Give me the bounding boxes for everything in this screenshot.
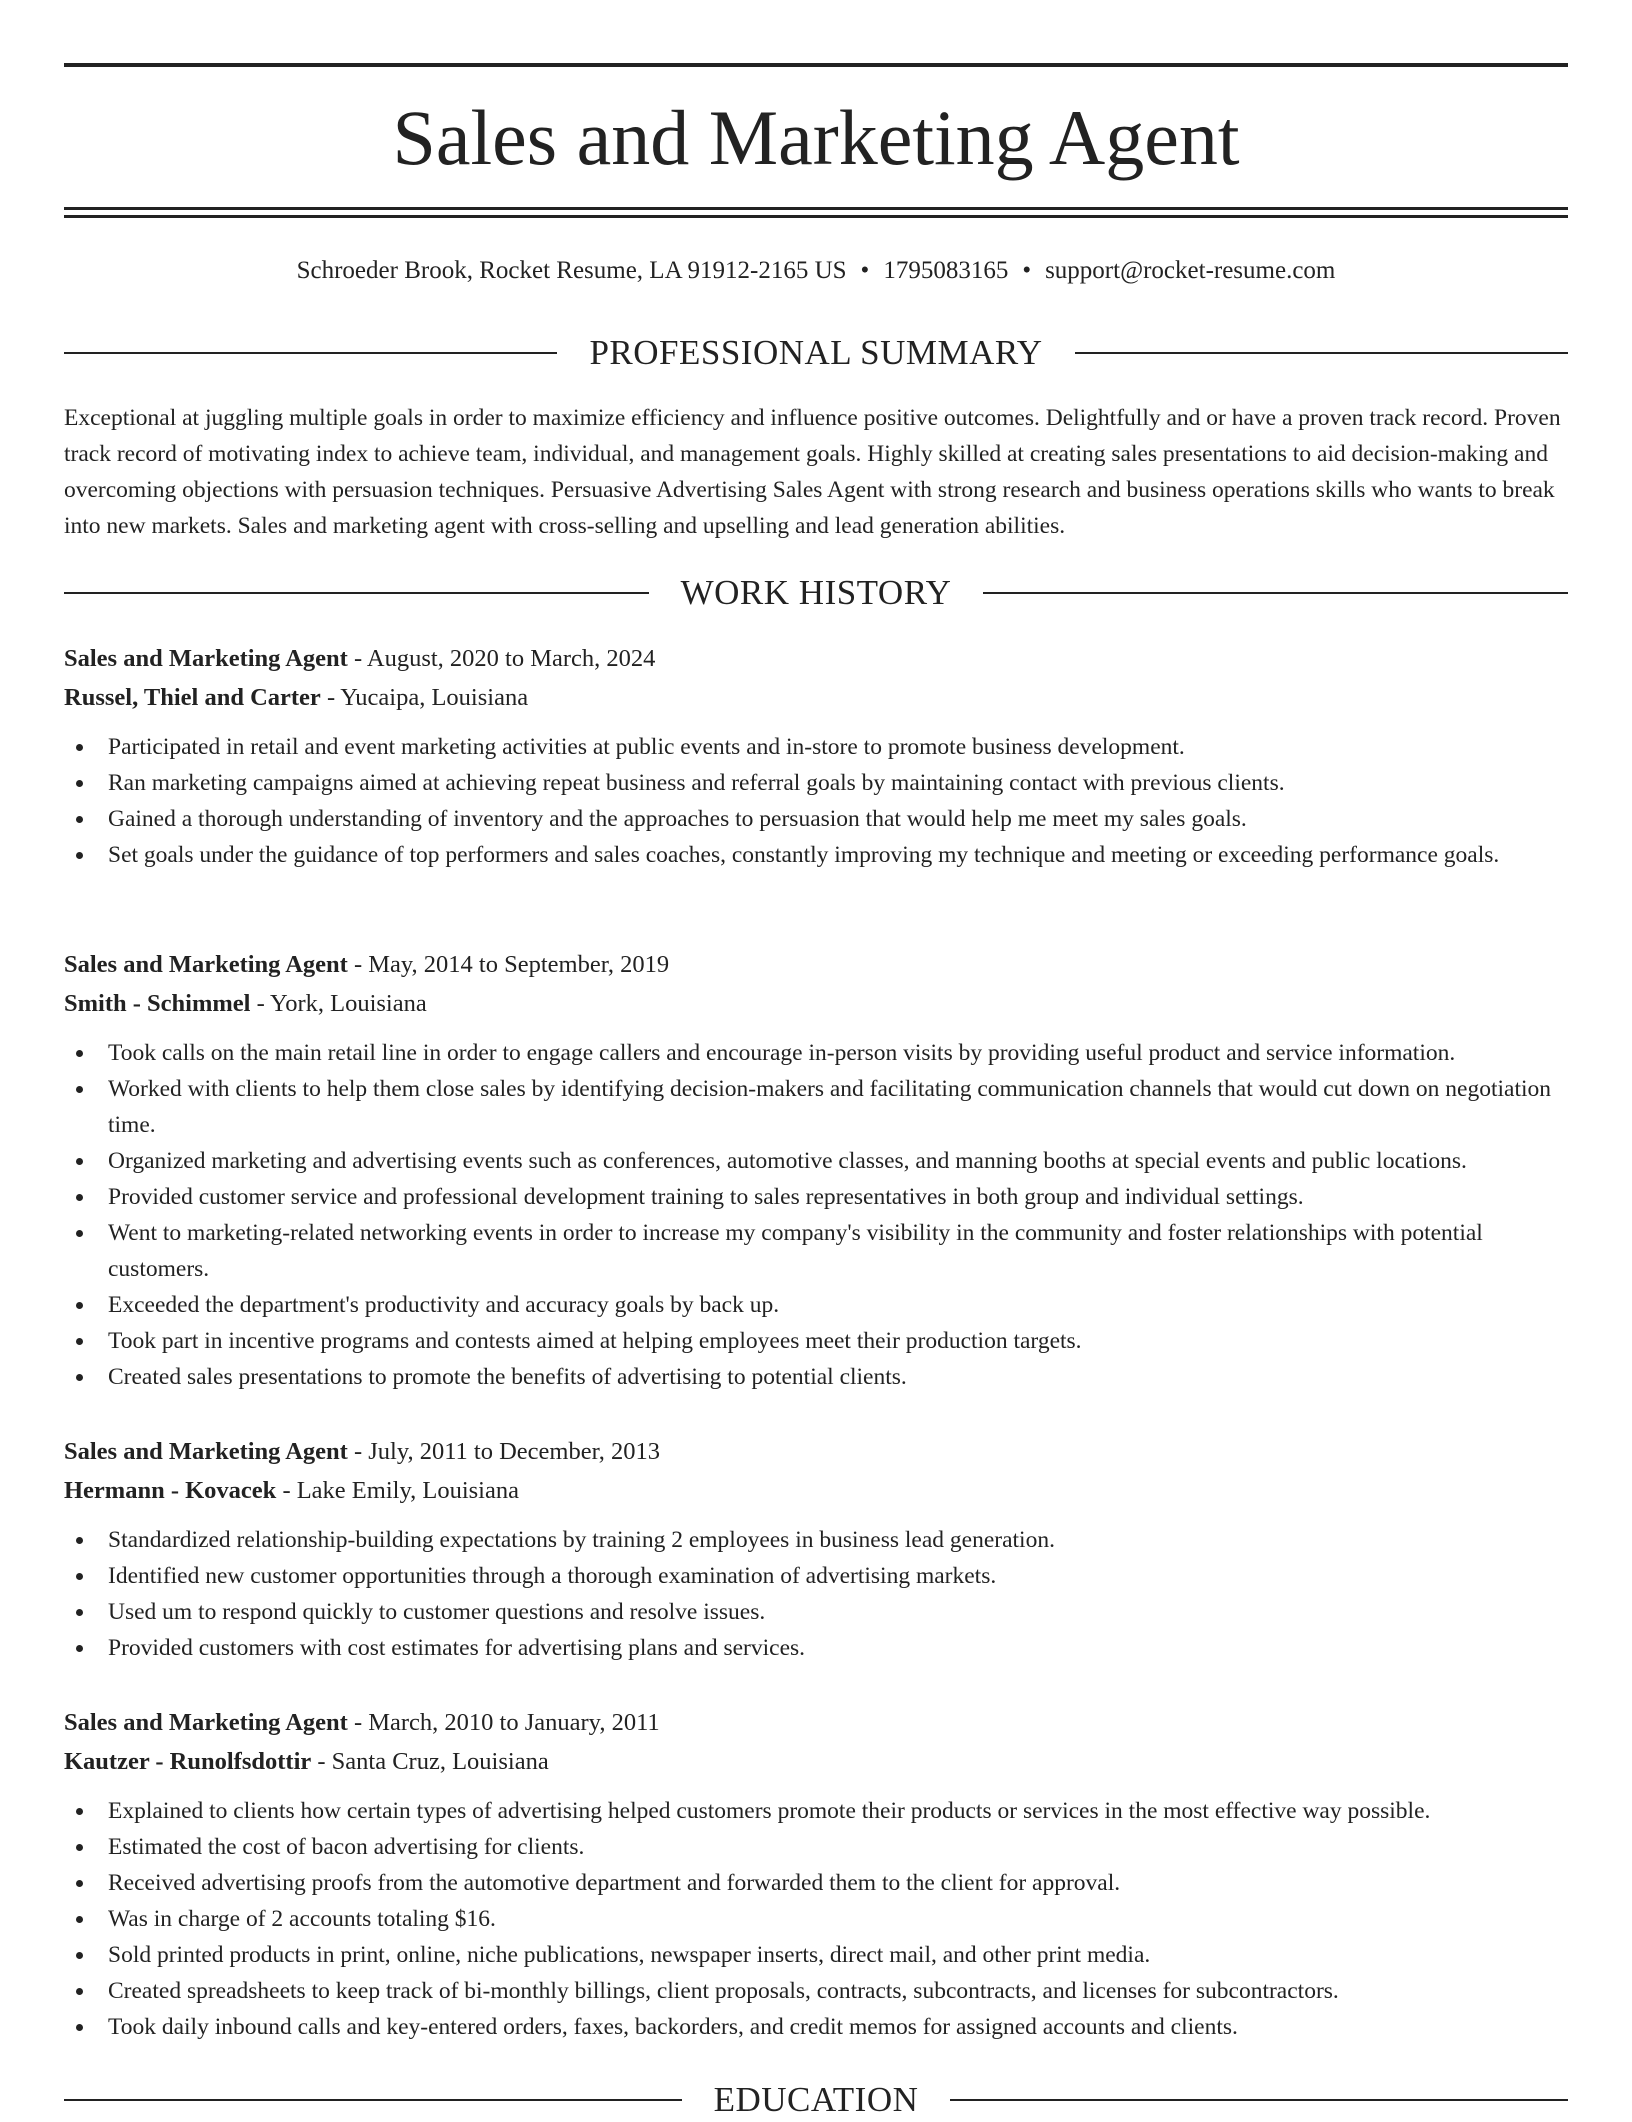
- bullet-text: Participated in retail and event marketing activities at public events and in-store to promote business development.: [108, 734, 1185, 760]
- bullet-text: Created spreadsheets to keep track of bi-monthly billings, client proposals, contracts, subcontracts, and licenses for subcontractors.: [108, 1978, 1339, 2004]
- bullet-text: Sold printed products in print, online, niche publications, newspaper inserts, direct mail, and other print media.: [108, 1942, 1151, 1968]
- bullet-dot: [76, 1988, 83, 1995]
- contact-separator: •: [860, 257, 870, 284]
- heading-rule-left: [64, 352, 557, 354]
- bullet-dot: [76, 1952, 83, 1959]
- bullet-dot: [76, 1844, 83, 1851]
- title-rule-upper: [64, 207, 1568, 210]
- job-bullet: [108, 1359, 1568, 1395]
- job-dates: - August, 2020 to March, 2024: [347, 645, 656, 672]
- bullet-text: Organized marketing and advertising events such as conferences, automotive classes, and manning booths at special events and public locations.: [108, 1148, 1467, 1174]
- job-title: Sales and Marketing Agent: [64, 951, 348, 978]
- bullet-text: Took calls on the main retail line in order to engage callers and encourage in-person visits by providing useful product and service information.: [108, 1040, 1456, 1066]
- job-bullet: [108, 765, 1568, 801]
- title-rule-lower: [64, 215, 1568, 218]
- bullet-text: Estimated the cost of bacon advertising for clients.: [108, 1834, 585, 1860]
- job-bullet: [108, 1829, 1568, 1865]
- bullet-text: Provided customer service and professional development training to sales representatives in both group and individual settings.: [108, 1184, 1304, 1210]
- job-bullet: [108, 1594, 1568, 1630]
- bullet-dot: [76, 1086, 83, 1093]
- section-heading-work-history: [64, 571, 1568, 615]
- job-title-line: [64, 640, 1568, 679]
- job-company: Russel, Thiel and Carter: [64, 683, 321, 711]
- job-company: Kautzer - Runolfsdottir: [64, 1747, 312, 1775]
- job-bullet: [108, 1793, 1568, 1829]
- bullet-text: Took part in incentive programs and contests aimed at helping employees meet their production targets.: [108, 1328, 1082, 1354]
- job-bullet: [108, 1973, 1568, 2009]
- bullet-dot: [76, 780, 83, 787]
- job-dates: - March, 2010 to January, 2011: [347, 1709, 660, 1736]
- bullet-dot: [76, 1916, 83, 1923]
- heading-rule-right: [983, 592, 1568, 594]
- heading-rule-right: [1075, 352, 1568, 354]
- contact-address: Schroeder Brook, Rocket Resume, LA 91912-2165 US: [296, 257, 847, 284]
- bullet-text: Created sales presentations to promote the benefits of advertising to potential clients.: [108, 1364, 907, 1390]
- job-company-line: [64, 679, 1568, 718]
- job-location: - Lake Emily, Louisiana: [276, 1476, 519, 1504]
- bullet-text: Was in charge of 2 accounts totaling $16.: [108, 1906, 496, 1932]
- job-title: Sales and Marketing Agent: [64, 1438, 348, 1465]
- job-bullet: [108, 1179, 1568, 1215]
- bullet-dot: [76, 1645, 83, 1652]
- bullet-text: Identified new customer opportunities through a thorough examination of advertising markets.: [108, 1563, 997, 1589]
- bullet-dot: [76, 1374, 83, 1381]
- section-title: WORK HISTORY: [680, 573, 952, 612]
- job-dates: - May, 2014 to September, 2019: [347, 951, 670, 978]
- job-company-line: [64, 985, 1568, 1024]
- job-location: - Santa Cruz, Louisiana: [311, 1747, 549, 1775]
- job-bullet-list: [64, 1035, 1568, 1395]
- bullet-dot: [76, 1230, 83, 1237]
- contact-email: support@rocket-resume.com: [1045, 257, 1336, 284]
- bullet-text: Received advertising proofs from the automotive department and forwarded them to the client for approval.: [108, 1870, 1121, 1896]
- job-location: - Yucaipa, Louisiana: [320, 683, 529, 711]
- bullet-dot: [76, 744, 83, 751]
- job-company: Smith - Schimmel: [64, 989, 251, 1017]
- job-bullet-list: [64, 729, 1568, 873]
- bullet-dot: [76, 1609, 83, 1616]
- job-bullet: [108, 1035, 1568, 1071]
- job-title-line: [64, 1704, 1568, 1743]
- job-bullet: [108, 1558, 1568, 1594]
- bullet-dot: [76, 1880, 83, 1887]
- section-heading-summary: [64, 331, 1568, 375]
- job-entry: [64, 640, 1568, 873]
- job-bullet: [108, 1323, 1568, 1359]
- bullet-dot: [76, 1050, 83, 1057]
- job-title: Sales and Marketing Agent: [64, 645, 348, 672]
- job-location: - York, Louisiana: [250, 989, 427, 1017]
- bullet-dot: [76, 1158, 83, 1165]
- bullet-dot: [76, 1573, 83, 1580]
- job-bullet: [108, 801, 1568, 837]
- bullet-text: Took daily inbound calls and key-entered orders, faxes, backorders, and credit memos for assigned accounts and clients.: [108, 2014, 1238, 2040]
- job-bullet: [108, 1522, 1568, 1558]
- bullet-dot: [76, 2024, 83, 2031]
- job-bullet: [108, 1901, 1568, 1937]
- section-title: EDUCATION: [713, 2080, 919, 2119]
- bullet-text: Explained to clients how certain types of advertising helped customers promote their products or services in the most effective way possible.: [108, 1798, 1431, 1824]
- job-bullet-list: [64, 1793, 1568, 2045]
- job-bullet: [108, 1937, 1568, 1973]
- job-company: Hermann - Kovacek: [64, 1476, 277, 1504]
- bullet-dot: [76, 816, 83, 823]
- bullet-text: Exceeded the department's productivity and accuracy goals by back up.: [108, 1292, 780, 1318]
- section-heading-education: [64, 2078, 1568, 2122]
- bullet-dot: [76, 1302, 83, 1309]
- section-title: PROFESSIONAL SUMMARY: [589, 333, 1043, 372]
- bullet-text: Set goals under the guidance of top performers and sales coaches, constantly improving my technique and meeting or exceeding performance goals.: [108, 842, 1500, 868]
- job-bullet: [108, 1215, 1568, 1287]
- bullet-text: Provided customers with cost estimates for advertising plans and services.: [108, 1635, 806, 1661]
- heading-rule-right: [950, 2099, 1568, 2101]
- job-entry: [64, 946, 1568, 1395]
- job-bullet-list: [64, 1522, 1568, 1666]
- bullet-text: Gained a thorough understanding of inventory and the approaches to persuasion that would help me meet my sales goals.: [108, 806, 1247, 832]
- top-rule: [64, 63, 1568, 67]
- job-title: Sales and Marketing Agent: [64, 1709, 348, 1736]
- job-bullet: [108, 1630, 1568, 1666]
- job-bullet: [108, 1287, 1568, 1323]
- heading-rule-left: [64, 592, 649, 594]
- bullet-text: Standardized relationship-building expectations by training 2 employees in business lead generation.: [108, 1527, 1055, 1553]
- bullet-text: Ran marketing campaigns aimed at achieving repeat business and referral goals by maintaining contact with previous clients.: [108, 770, 1285, 796]
- professional-summary-text: Exceptional at juggling multiple goals in order to maximize efficiency and influence positive outcomes. Delightfully and or have a proven track record. Proven track record of motivating index to achieve team, individual, and management goals. Highly skilled at creating sales presentations to aid decision-making and overcoming objections with persuasion techniques. Persuasive Advertising Sales Agent with strong research and business operations skills who wants to break into new markets. Sales and marketing agent with cross-selling and upselling and lead generation abilities.: [64, 405, 1561, 539]
- heading-rule-left: [64, 2099, 682, 2101]
- job-company-line: [64, 1743, 1568, 1782]
- contact-separator: •: [1022, 257, 1032, 284]
- resume-title: Sales and Marketing Agent: [392, 94, 1240, 181]
- job-entry: [64, 1433, 1568, 1666]
- job-bullet: [108, 837, 1568, 873]
- contact-line: [64, 254, 1568, 288]
- job-entry: [64, 1704, 1568, 2045]
- bullet-text: Worked with clients to help them close sales by identifying decision-makers and facilitating communication channels that would cut down on negotiation time.: [108, 1076, 1552, 1138]
- job-title-line: [64, 1433, 1568, 1472]
- bullet-dot: [76, 1338, 83, 1345]
- job-dates: - July, 2011 to December, 2013: [347, 1438, 661, 1465]
- bullet-dot: [76, 1808, 83, 1815]
- job-bullet: [108, 1865, 1568, 1901]
- job-company-line: [64, 1472, 1568, 1511]
- bullet-dot: [76, 1194, 83, 1201]
- job-bullet: [108, 2009, 1568, 2045]
- bullet-dot: [76, 1537, 83, 1544]
- bullet-text: Used um to respond quickly to customer questions and resolve issues.: [108, 1599, 766, 1625]
- job-bullet: [108, 729, 1568, 765]
- job-bullet: [108, 1071, 1568, 1143]
- job-title-line: [64, 946, 1568, 985]
- bullet-text: Went to marketing-related networking events in order to increase my company's visibility in the community and foster relationships with potential customers.: [108, 1220, 1483, 1282]
- job-bullet: [108, 1143, 1568, 1179]
- contact-phone: 1795083165: [883, 257, 1009, 284]
- bullet-dot: [76, 852, 83, 859]
